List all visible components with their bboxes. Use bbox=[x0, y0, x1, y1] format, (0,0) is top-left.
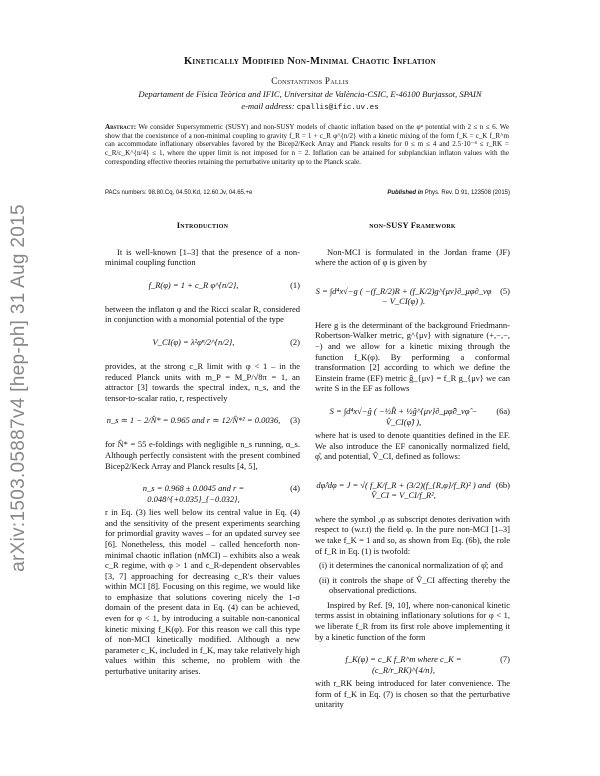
equation-number: (1) bbox=[290, 279, 300, 290]
list-item: (i) it determines the canonical normalization of φ̂; and bbox=[319, 560, 503, 571]
equation-number: (2) bbox=[290, 336, 300, 347]
equation-body: S = ∫d⁴x√−g ( −(f_R/2)R + (f_K/2)g^{μν}∂_μφ∂_νφ − V_CI(φ) ). bbox=[315, 285, 492, 307]
equation-body: dφ̂/dφ = J = √( f_K/f_R + (3/2)(f_{R,φ}/f_R)² ) and V̂_CI = V_CI/f_R², bbox=[316, 479, 491, 501]
paragraph: r in Eq. (3) lies well below its central value in Eq. (4) and the sensitivity of the present experiments searching for primordial gravity waves – for an updated survey see [6]. Nonetheless, this model – called henceforth non-minimal chaotic inflation (nMCI) – exhibits also a weak c_R regime, with φ > 1 and c_R-dependent observables [3, 7] approaching for decreasing c_R's their values within MCI [8]. Focusing on this regime, we would like to emphasize that solutions covering nicely the 1-σ domain of the present data in Eq. (4) can be achieved, even for φ < 1, by introducing a suitable non-canonical kinetic mixing f_K(φ). For this reason we call this type of non-MCI kinetically modified. Although a new parameter c_K, included in f_K, may take relatively high values within this scheme, no problem with the perturbative unitarity arises. bbox=[105, 507, 300, 677]
left-column bbox=[105, 220, 300, 677]
paragraph: Non-MCI is formulated in the Jordan frame (JF) where the action of φ is given by bbox=[315, 246, 510, 268]
equation-5 bbox=[315, 274, 510, 314]
published-in bbox=[345, 190, 510, 196]
equation-number: (5) bbox=[500, 285, 510, 296]
equation-number: (4) bbox=[290, 483, 300, 494]
equation-body: f_K(φ) = c_K f_R^m where c_K = (c_R/r_RK)^{4/n}, bbox=[345, 654, 462, 675]
equation-body: n_s = 0.968 ± 0.0045 and r = 0.048^{+0.035}_{−0.032}, bbox=[142, 483, 245, 504]
equation-7 bbox=[315, 648, 510, 675]
equation-number: (3) bbox=[290, 415, 300, 426]
published-label: Published in bbox=[387, 190, 424, 196]
equation-number: (7) bbox=[500, 654, 510, 665]
affiliation: Departament de Física Teòrica and IFIC, Universitat de València-CSIC, E-46100 Burjassot, SPAIN bbox=[138, 89, 482, 99]
paragraph: It is well-known [1–3] that the presence of a non-minimal coupling function bbox=[105, 246, 300, 268]
email-label: e-mail address: bbox=[241, 101, 295, 111]
equation-1 bbox=[105, 274, 300, 298]
equation-body: V_CI(φ) = λ²φⁿ/2^{n/2}, bbox=[152, 336, 235, 347]
paragraph: Inspired by Ref. [9, 10], where non-canonical kinetic terms assist in obtaining inflationary solutions for φ < 1, we liberate f_R from its first role above implementing it by a kinetic function of the form bbox=[315, 599, 510, 642]
author-name: Constantinos Pallis bbox=[271, 76, 349, 86]
paragraph: where hat is used to denote quantities defined in the EF. We also introduce the EF canonically normalized field, φ̂, and potential, V̂_CI, defined as follows: bbox=[315, 429, 510, 462]
equation-6b bbox=[315, 468, 510, 508]
list-item: (ii) it controls the shape of V̂_CI affecting thereby the observational predictions. bbox=[319, 574, 510, 596]
section-heading-introduction: Introduction bbox=[176, 220, 229, 230]
paragraph: Here g is the determinant of the background Friedmann-Robertson-Walker metric, g^{μν} with signature (+,−,−,−) and we allow for a kinetic mixing through the function f_K(φ). By performing a conformal transformation [2] according to which we define the Einstein frame (EF) metric ĝ_{μν} = f_R g_{μν} we can write S in the EF as follows bbox=[315, 319, 510, 394]
arxiv-stamp bbox=[6, 178, 32, 598]
equation-4 bbox=[105, 477, 300, 504]
paragraph: with r_RK being introduced for later convenience. The form of f_K in Eq. (7) is chosen so that the perturbative unitarity bbox=[315, 678, 510, 710]
paragraph: provides, at the strong c_R limit with φ < 1 – in the reduced Planck units with m_P = M_P/√8π = 1, an attractor [3] towards the spectral index, n_s, and the tensor-to-scalar ratio, r, respectively bbox=[105, 360, 300, 403]
equation-6a bbox=[315, 400, 510, 427]
abstract-lead: Abstract: bbox=[105, 123, 137, 131]
equation-body: f_R(φ) = 1 + c_R φ^{n/2}, bbox=[148, 279, 239, 290]
paragraph: where the symbol ,φ as subscript denotes derivation with respect to (w.r.t) the field φ. In the pure non-MCI [1–3] we take f_K = 1 and so, as shown from Eq. (6b), the role of f_R in Eq. (1) is twofold: bbox=[315, 513, 510, 556]
abstract bbox=[105, 123, 509, 167]
equation-2 bbox=[105, 331, 300, 355]
published-ref: Phys. Rev. D 91, 123508 (2015) bbox=[424, 190, 510, 196]
abstract-text: We consider Supersymmetric (SUSY) and non-SUSY models of chaotic inflation based on the φⁿ potential with 2 ≤ n ≤ 6. We show that the coexistence of a non-minimal coupling to gravity f_R = 1 + c_R φ^{n/2} with a kinetic mixing of the form f_K = c_K f_R^m can accommodate inflationary observables favored by the Bicep2/Keck Array and Planck results for 0 ≤ m ≤ 4 and 2.5·10⁻⁴ ≤ r_RK = c_R/c_K^{n/4} ≤ 1, where the upper limit is not imposed for n = 2. Inflation can be attained for subplanckian inflaton values with the corresponding effective theories retaining the perturbative unitarity up to the Planck scale. bbox=[105, 123, 509, 166]
arxiv-id-text: arXiv:1503.05887v4 [hep-ph] 31 Aug 2015 bbox=[8, 204, 29, 572]
pacs-numbers: PACs numbers: 98.80.Cq, 04.50.Kd, 12.60.Jv, 04.65.+e bbox=[105, 190, 253, 196]
right-column bbox=[315, 220, 510, 710]
email-address: cpallis@ific.uv.es bbox=[296, 104, 379, 112]
equation-body: n_s ≃ 1 − 2/N̂* = 0.965 and r ≃ 12/N̂*² = 0.0036, bbox=[106, 415, 281, 426]
equation-number: (6b) bbox=[495, 479, 510, 490]
paragraph: between the inflaton φ and the Ricci scalar R, considered in conjunction with a monomial potential of the type bbox=[105, 303, 300, 325]
paper-title: Kinetically Modified Non-Minimal Chaotic Inflation bbox=[183, 56, 437, 67]
section-heading-framework: non-SUSY Framework bbox=[369, 220, 456, 230]
equation-body: S = ∫d⁴x√−ĝ ( −½R̂ + ½ĝ^{μν}∂_μφ̂∂_νφ̂ − V̂_CI(φ̂) ), bbox=[329, 405, 478, 427]
paragraph: for N̂* = 55 e-foldings with negligible n_s running, α_s. Although perfectly consistent with the present combined Bicep2/Keck Array and Planck results [4, 5], bbox=[105, 439, 300, 471]
email-line bbox=[60, 101, 560, 112]
equation-3 bbox=[105, 409, 300, 433]
equation-number: (6a) bbox=[496, 405, 510, 416]
